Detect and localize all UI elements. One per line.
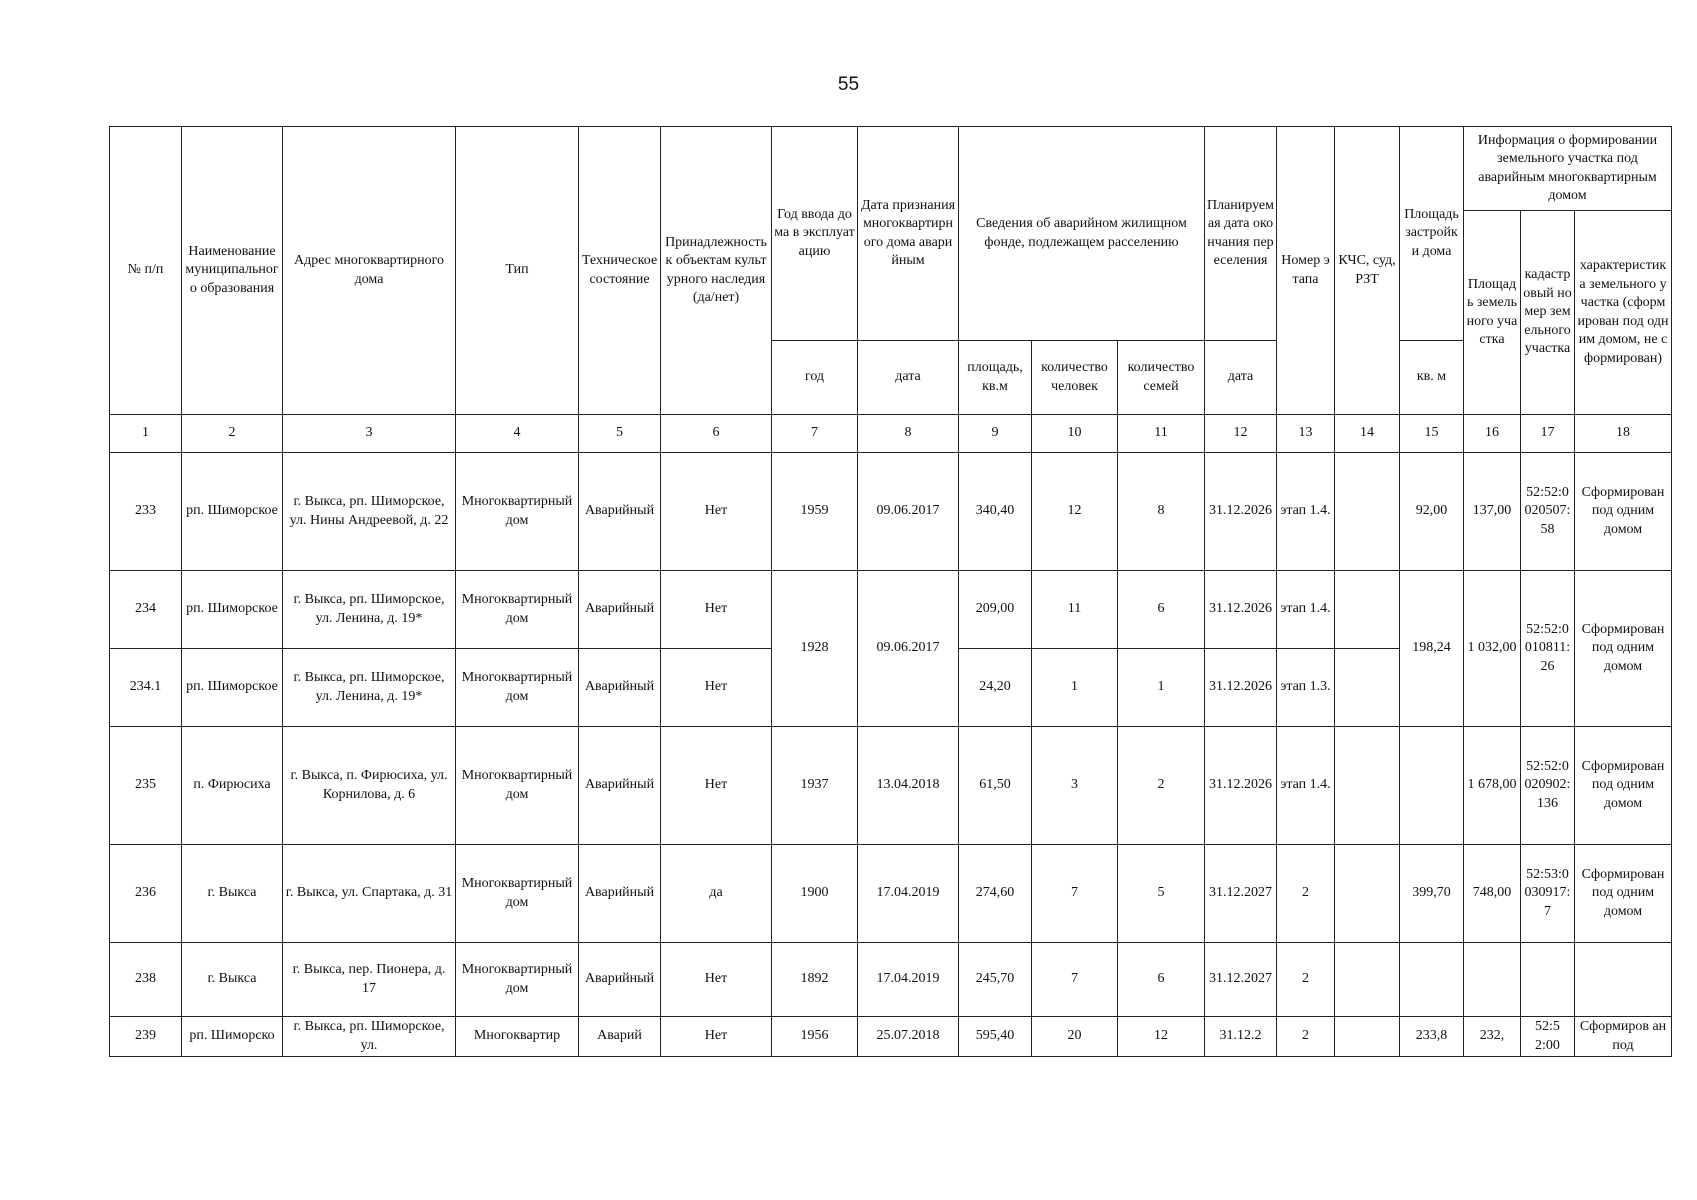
cell-municipality: рп. Шиморско [182, 1017, 283, 1057]
cell-end-date: 31.12.2027 [1205, 943, 1277, 1017]
cell-families: 1 [1118, 649, 1205, 727]
page-number: 55 [837, 74, 860, 95]
cell-land-char: Сформирован под одним домом [1575, 845, 1672, 943]
cell-cadastral: 52:52:0020507:58 [1521, 453, 1575, 571]
header-sub-area: площадь, кв.м [959, 341, 1032, 415]
header-sub-people: количество человек [1032, 341, 1118, 415]
header-kchs: КЧС, суд, РЗТ [1335, 127, 1400, 415]
cell-families: 12 [1118, 1017, 1205, 1057]
cell-municipality: г. Выкса [182, 943, 283, 1017]
cell-state: Аварийный [579, 943, 661, 1017]
cell-date: 13.04.2018 [858, 727, 959, 845]
cell-families: 6 [1118, 943, 1205, 1017]
col-number: 6 [661, 415, 772, 453]
cell-num: 236 [110, 845, 182, 943]
cell-year: 1956 [772, 1017, 858, 1057]
column-number-row [110, 415, 1672, 453]
cell-num: 233 [110, 453, 182, 571]
cell-land-area [1464, 943, 1521, 1017]
cell-heritage: Нет [661, 1017, 772, 1057]
col-number: 9 [959, 415, 1032, 453]
cell-municipality: п. Фирюсиха [182, 727, 283, 845]
cell-end-date: 31.12.2026 [1205, 727, 1277, 845]
col-number: 18 [1575, 415, 1672, 453]
table-row [110, 453, 1672, 571]
cell-land-area: 137,00 [1464, 453, 1521, 571]
cell-people: 12 [1032, 453, 1118, 571]
cell-kchs [1335, 571, 1400, 649]
emergency-housing-table [109, 126, 1672, 1057]
table-row [110, 1017, 1672, 1057]
cell-cadastral [1521, 943, 1575, 1017]
cell-end-date: 31.12.2026 [1205, 649, 1277, 727]
col-number: 1 [110, 415, 182, 453]
cell-stage: этап 1.4. [1277, 571, 1335, 649]
cell-land-char: Сформиров ан под [1575, 1017, 1672, 1057]
cell-type: Многоквартирный дом [456, 649, 579, 727]
cell-stage: 2 [1277, 1017, 1335, 1057]
cell-date: 25.07.2018 [858, 1017, 959, 1057]
cell-municipality: рп. Шиморское [182, 571, 283, 649]
cell-land-char [1575, 943, 1672, 1017]
header-cadastral: кадастровый номер земельного участка [1521, 211, 1575, 415]
header-stage-num: Номер этапа [1277, 127, 1335, 415]
cell-area: 24,20 [959, 649, 1032, 727]
cell-stage: 2 [1277, 943, 1335, 1017]
header-sub-date: дата [858, 341, 959, 415]
col-number: 4 [456, 415, 579, 453]
col-number: 12 [1205, 415, 1277, 453]
table-row [110, 571, 1672, 649]
cell-people: 3 [1032, 727, 1118, 845]
cell-year: 1959 [772, 453, 858, 571]
cell-type: Многоквартирный дом [456, 453, 579, 571]
header-sub-date2: дата [1205, 341, 1277, 415]
cell-people: 11 [1032, 571, 1118, 649]
cell-year: 1928 [772, 571, 858, 727]
cell-people: 7 [1032, 845, 1118, 943]
col-number: 14 [1335, 415, 1400, 453]
cell-area: 245,70 [959, 943, 1032, 1017]
cell-type: Многоквартир [456, 1017, 579, 1057]
header-sub-year: год [772, 341, 858, 415]
col-number: 5 [579, 415, 661, 453]
header-num: № п/п [110, 127, 182, 415]
cell-address: г. Выкса, рп. Шиморское, ул. Ленина, д. 19* [283, 649, 456, 727]
cell-date: 17.04.2019 [858, 845, 959, 943]
cell-address: г. Выкса, пер. Пионера, д. 17 [283, 943, 456, 1017]
col-number: 16 [1464, 415, 1521, 453]
cell-area: 595,40 [959, 1017, 1032, 1057]
cell-address: г. Выкса, п. Фирюсиха, ул. Корнилова, д. 6 [283, 727, 456, 845]
cell-area: 61,50 [959, 727, 1032, 845]
cell-families: 2 [1118, 727, 1205, 845]
cell-kchs [1335, 845, 1400, 943]
cell-heritage: Нет [661, 943, 772, 1017]
cell-built-area: 198,24 [1400, 571, 1464, 727]
header-date-recognized: Дата признания многоквартирного дома аварийным [858, 127, 959, 341]
cell-num: 238 [110, 943, 182, 1017]
header-type: Тип [456, 127, 579, 415]
cell-built-area: 92,00 [1400, 453, 1464, 571]
cell-families: 5 [1118, 845, 1205, 943]
cell-heritage: Нет [661, 453, 772, 571]
cell-date: 09.06.2017 [858, 453, 959, 571]
header-sub-families: количество семей [1118, 341, 1205, 415]
cell-end-date: 31.12.2026 [1205, 571, 1277, 649]
cell-address: г. Выкса, рп. Шиморское, ул. [283, 1017, 456, 1057]
cell-stage: этап 1.4. [1277, 453, 1335, 571]
table-row [110, 943, 1672, 1017]
cell-address: г. Выкса, рп. Шиморское, ул. Ленина, д. 19* [283, 571, 456, 649]
cell-type: Многоквартирный дом [456, 571, 579, 649]
cell-cadastral: 52:5 2:00 [1521, 1017, 1575, 1057]
cell-heritage: Нет [661, 571, 772, 649]
cell-built-area: 399,70 [1400, 845, 1464, 943]
cell-cadastral: 52:52:0020902:136 [1521, 727, 1575, 845]
cell-area: 274,60 [959, 845, 1032, 943]
cell-people: 7 [1032, 943, 1118, 1017]
cell-date: 09.06.2017 [858, 571, 959, 727]
header-municipality: Наименование муниципального образования [182, 127, 283, 415]
table-row [110, 727, 1672, 845]
cell-state: Аварийный [579, 571, 661, 649]
cell-heritage: Нет [661, 727, 772, 845]
header-resettlement-info: Сведения об аварийном жилищном фонде, подлежащем расселению [959, 127, 1205, 341]
cell-year: 1937 [772, 727, 858, 845]
cell-state: Аварийный [579, 649, 661, 727]
cell-municipality: рп. Шиморское [182, 649, 283, 727]
cell-state: Аварийный [579, 727, 661, 845]
header-land-info: Информация о формировании земельного участка под аварийным многоквартирным домом [1464, 127, 1672, 211]
col-number: 8 [858, 415, 959, 453]
cell-heritage: Нет [661, 649, 772, 727]
cell-built-area [1400, 943, 1464, 1017]
cell-stage: 2 [1277, 845, 1335, 943]
col-number: 11 [1118, 415, 1205, 453]
cell-year: 1892 [772, 943, 858, 1017]
cell-state: Аварийный [579, 845, 661, 943]
cell-num: 239 [110, 1017, 182, 1057]
cell-people: 20 [1032, 1017, 1118, 1057]
cell-municipality: г. Выкса [182, 845, 283, 943]
cell-land-char: Сформирован под одним домом [1575, 571, 1672, 727]
cell-families: 8 [1118, 453, 1205, 571]
header-address: Адрес многоквартирного дома [283, 127, 456, 415]
cell-area: 209,00 [959, 571, 1032, 649]
cell-built-area [1400, 727, 1464, 845]
col-number: 3 [283, 415, 456, 453]
table-row [110, 845, 1672, 943]
cell-land-area: 232, [1464, 1017, 1521, 1057]
cell-address: г. Выкса, ул. Спартака, д. 31 [283, 845, 456, 943]
col-number: 10 [1032, 415, 1118, 453]
header-sub-kvm: кв. м [1400, 341, 1464, 415]
cell-type: Многоквартирный дом [456, 727, 579, 845]
cell-stage: этап 1.4. [1277, 727, 1335, 845]
cell-kchs [1335, 649, 1400, 727]
col-number: 7 [772, 415, 858, 453]
cell-end-date: 31.12.2 [1205, 1017, 1277, 1057]
cell-families: 6 [1118, 571, 1205, 649]
cell-date: 17.04.2019 [858, 943, 959, 1017]
cell-area: 340,40 [959, 453, 1032, 571]
cell-stage: этап 1.3. [1277, 649, 1335, 727]
cell-num: 234.1 [110, 649, 182, 727]
col-number: 15 [1400, 415, 1464, 453]
header-tech-state: Техническое состояние [579, 127, 661, 415]
cell-state: Аварийный [579, 453, 661, 571]
cell-land-area: 1 032,00 [1464, 571, 1521, 727]
header-heritage: Принадлежность к объектам культурного наследия (да/нет) [661, 127, 772, 415]
cell-num: 234 [110, 571, 182, 649]
cell-end-date: 31.12.2027 [1205, 845, 1277, 943]
cell-end-date: 31.12.2026 [1205, 453, 1277, 571]
cell-type: Многоквартирный дом [456, 845, 579, 943]
cell-people: 1 [1032, 649, 1118, 727]
cell-kchs [1335, 727, 1400, 845]
cell-num: 235 [110, 727, 182, 845]
col-number: 13 [1277, 415, 1335, 453]
col-number: 2 [182, 415, 283, 453]
header-built-area: Площадь застройки дома [1400, 127, 1464, 341]
cell-municipality: рп. Шиморское [182, 453, 283, 571]
cell-year: 1900 [772, 845, 858, 943]
header-land-char: характеристика земельного участка (сформирован под одним домом, не сформирован) [1575, 211, 1672, 415]
cell-built-area: 233,8 [1400, 1017, 1464, 1057]
cell-kchs [1335, 453, 1400, 571]
cell-cadastral: 52:52:0010811:26 [1521, 571, 1575, 727]
cell-address: г. Выкса, рп. Шиморское, ул. Нины Андреевой, д. 22 [283, 453, 456, 571]
header-planned-end: Планируемая дата окончания переселения [1205, 127, 1277, 341]
cell-land-area: 1 678,00 [1464, 727, 1521, 845]
header-land-area: Площадь земельного участка [1464, 211, 1521, 415]
cell-cadastral: 52:53:0030917:7 [1521, 845, 1575, 943]
cell-kchs [1335, 943, 1400, 1017]
cell-state: Аварий [579, 1017, 661, 1057]
cell-kchs [1335, 1017, 1400, 1057]
header-year-built: Год ввода дома в эксплуатацию [772, 127, 858, 341]
cell-land-char: Сформирован под одним домом [1575, 453, 1672, 571]
cell-land-char: Сформирован под одним домом [1575, 727, 1672, 845]
cell-heritage: да [661, 845, 772, 943]
cell-type: Многоквартирный дом [456, 943, 579, 1017]
cell-land-area: 748,00 [1464, 845, 1521, 943]
col-number: 17 [1521, 415, 1575, 453]
